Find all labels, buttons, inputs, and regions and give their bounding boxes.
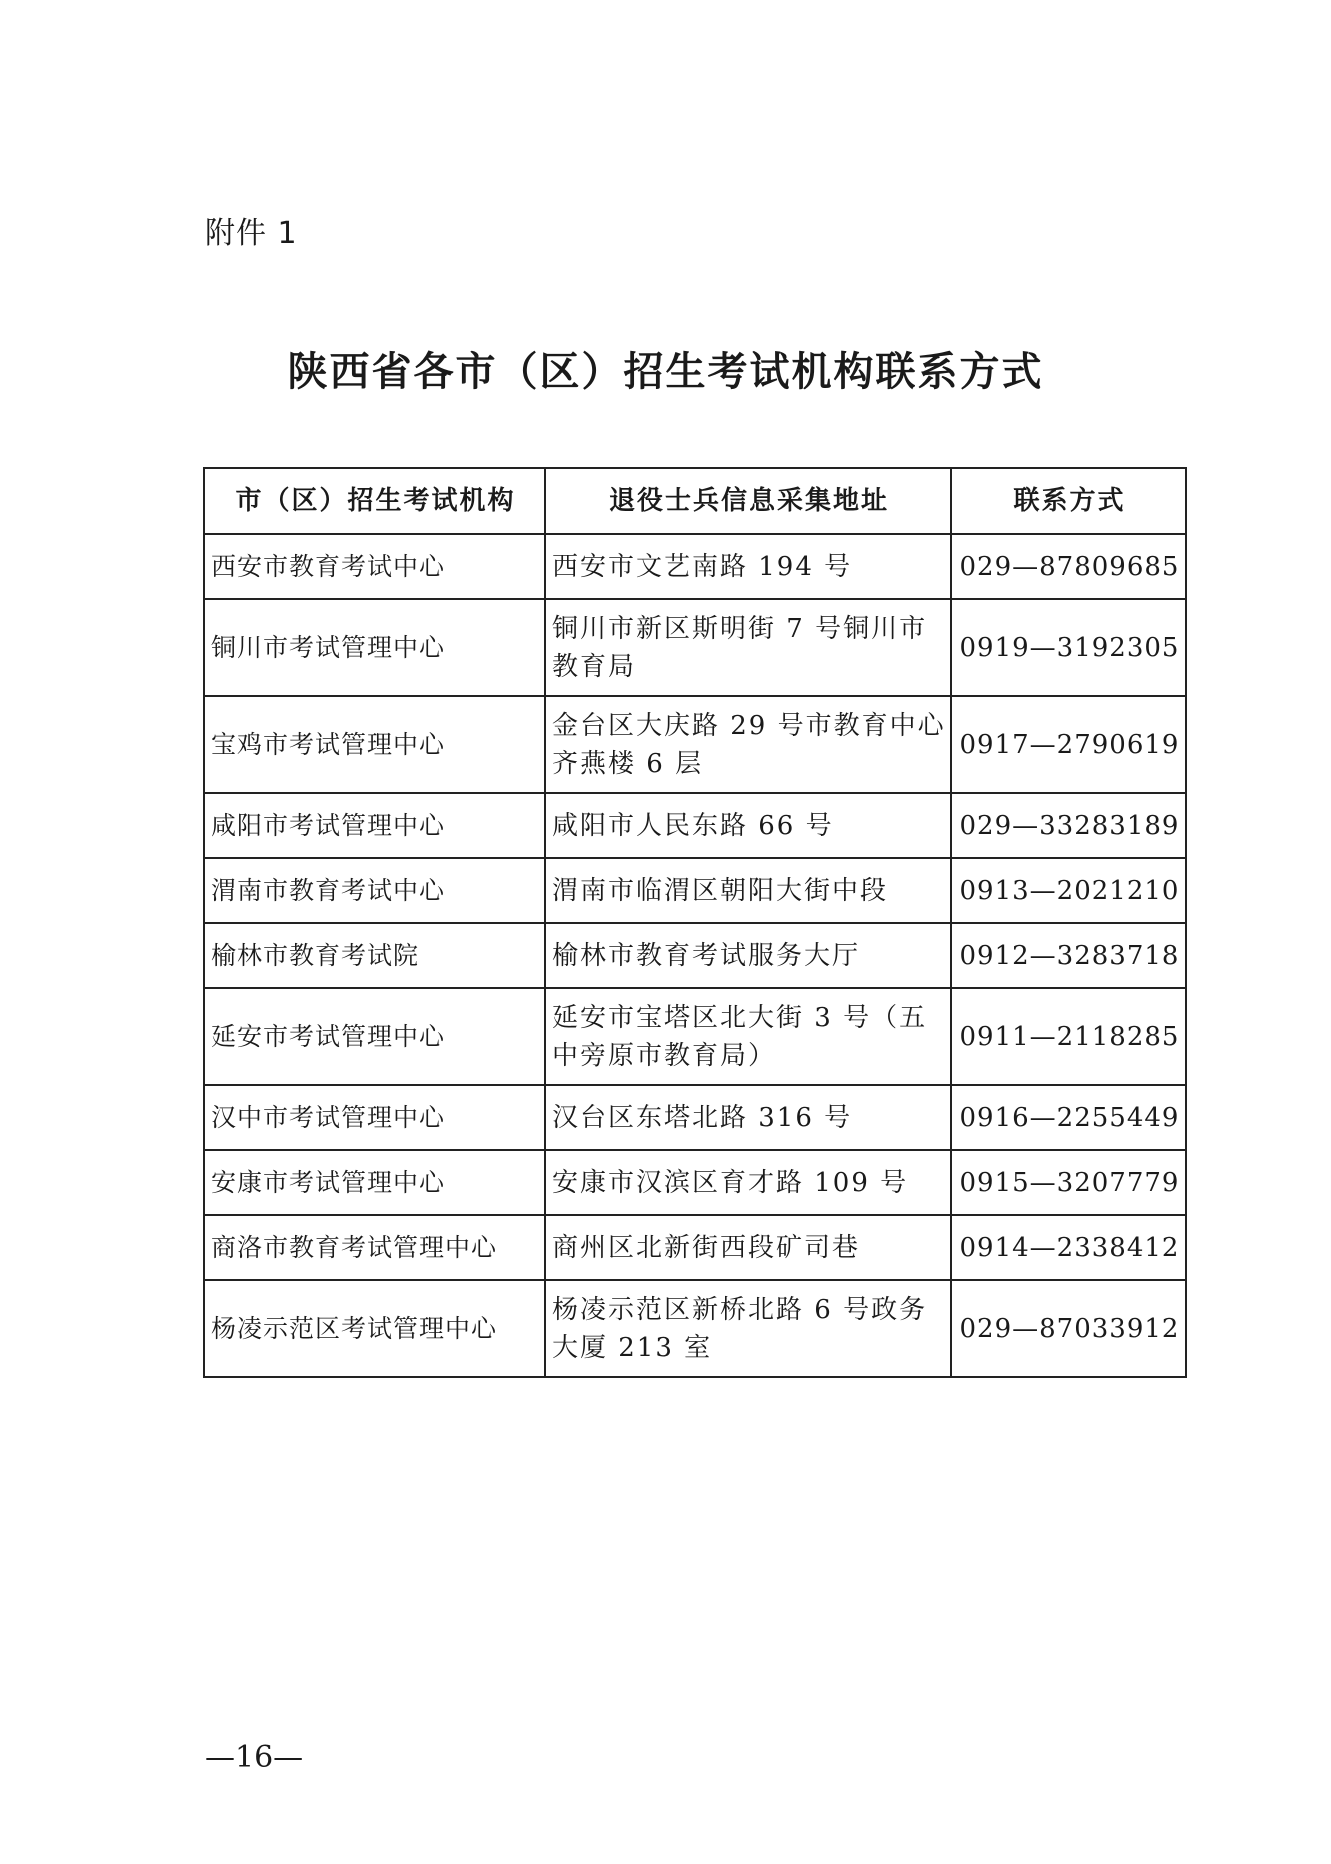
address-cell: 咸阳市人民东路 66 号	[545, 793, 951, 858]
org-cell: 商洛市教育考试管理中心	[204, 1215, 545, 1280]
org-cell: 铜川市考试管理中心	[204, 599, 545, 696]
org-cell: 榆林市教育考试院	[204, 923, 545, 988]
phone-cell: 029—87809685	[951, 534, 1186, 599]
address-cell: 金台区大庆路 29 号市教育中心齐燕楼 6 层	[545, 696, 951, 793]
address-cell: 安康市汉滨区育才路 109 号	[545, 1150, 951, 1215]
address-cell: 汉台区东塔北路 316 号	[545, 1085, 951, 1150]
header-org: 市（区）招生考试机构	[204, 468, 545, 534]
address-cell: 杨凌示范区新桥北路 6 号政务大厦 213 室	[545, 1280, 951, 1377]
phone-cell: 0914—2338412	[951, 1215, 1186, 1280]
table-row	[204, 1215, 1186, 1280]
table-row	[204, 988, 1186, 1085]
org-cell: 渭南市教育考试中心	[204, 858, 545, 923]
org-cell: 咸阳市考试管理中心	[204, 793, 545, 858]
address-cell: 延安市宝塔区北大街 3 号（五中旁原市教育局）	[545, 988, 951, 1085]
phone-cell: 029—87033912	[951, 1280, 1186, 1377]
phone-cell: 0915—3207779	[951, 1150, 1186, 1215]
table-row	[204, 1150, 1186, 1215]
table-row	[204, 923, 1186, 988]
table-header-row	[204, 468, 1186, 534]
table-row	[204, 1280, 1186, 1377]
table-row	[204, 793, 1186, 858]
table-row	[204, 534, 1186, 599]
header-phone: 联系方式	[951, 468, 1186, 534]
contacts-table	[203, 467, 1187, 1378]
table-row	[204, 858, 1186, 923]
address-cell: 渭南市临渭区朝阳大街中段	[545, 858, 951, 923]
page-number: —16—	[205, 1740, 304, 1775]
address-cell: 商州区北新街西段矿司巷	[545, 1215, 951, 1280]
address-cell: 西安市文艺南路 194 号	[545, 534, 951, 599]
phone-cell: 0913—2021210	[951, 858, 1186, 923]
phone-cell: 0912—3283718	[951, 923, 1186, 988]
phone-cell: 0916—2255449	[951, 1085, 1186, 1150]
org-cell: 延安市考试管理中心	[204, 988, 545, 1085]
attachment-label: 附件 1	[205, 216, 298, 251]
org-cell: 杨凌示范区考试管理中心	[204, 1280, 545, 1377]
org-cell: 汉中市考试管理中心	[204, 1085, 545, 1150]
phone-cell: 029—33283189	[951, 793, 1186, 858]
phone-cell: 0917—2790619	[951, 696, 1186, 793]
table-row	[204, 1085, 1186, 1150]
org-cell: 安康市考试管理中心	[204, 1150, 545, 1215]
table-row	[204, 696, 1186, 793]
header-address: 退役士兵信息采集地址	[545, 468, 951, 534]
org-cell: 宝鸡市考试管理中心	[204, 696, 545, 793]
org-cell: 西安市教育考试中心	[204, 534, 545, 599]
address-cell: 榆林市教育考试服务大厅	[545, 923, 951, 988]
table-row	[204, 599, 1186, 696]
phone-cell: 0911—2118285	[951, 988, 1186, 1085]
phone-cell: 0919—3192305	[951, 599, 1186, 696]
document-title: 陕西省各市（区）招生考试机构联系方式	[287, 349, 1044, 395]
address-cell: 铜川市新区斯明街 7 号铜川市教育局	[545, 599, 951, 696]
